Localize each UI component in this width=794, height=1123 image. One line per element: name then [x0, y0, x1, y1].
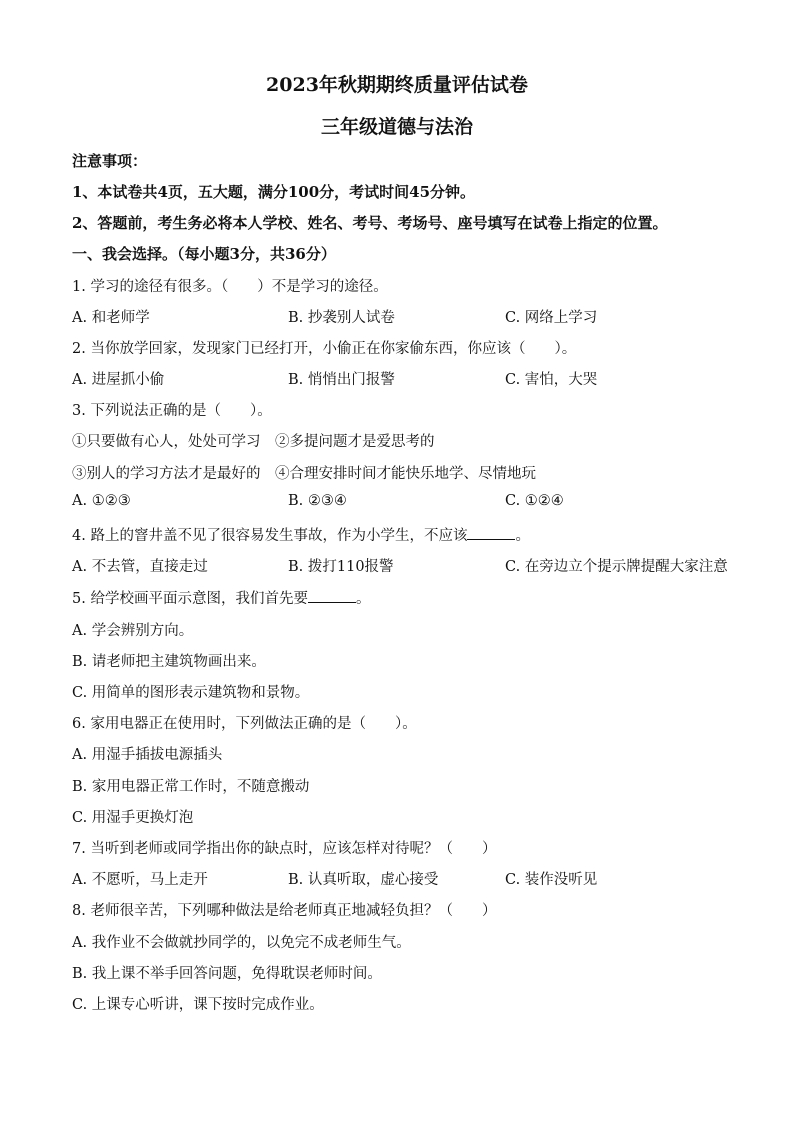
question-8-stem: 8. 老师很辛苦，下列哪种做法是给老师真正地减轻负担？（ ）: [72, 903, 497, 919]
question-8-option-c: C. 上课专心听讲，课下按时完成作业。: [72, 997, 324, 1013]
question-4-stem-end: 。: [515, 528, 530, 544]
question-2-option-a: A. 进屋抓小偷: [72, 372, 165, 388]
question-4-stem-text: 4. 路上的窨井盖不见了很容易发生事故，作为小学生，不应该: [72, 528, 468, 544]
notes-heading: 注意事项：: [72, 152, 148, 170]
question-5-option-a: A. 学会辨别方向。: [72, 623, 194, 639]
answer-blank: [308, 590, 356, 603]
question-8-option-a: A. 我作业不会做就抄同学的，以免完不成老师生气。: [72, 935, 411, 951]
question-7-stem: 7. 当听到老师或同学指出你的缺点时，应该怎样对待呢？（ ）: [72, 841, 497, 857]
question-6-option-b: B. 家用电器正常工作时，不随意搬动: [72, 779, 310, 795]
question-2-stem: 2. 当你放学回家，发现家门已经打开，小偷正在你家偷东西，你应该（ ）。: [72, 341, 577, 357]
question-2-option-c: C. 害怕，大哭: [505, 372, 598, 388]
question-5-option-c: C. 用简单的图形表示建筑物和景物。: [72, 685, 310, 701]
question-6-option-a: A. 用湿手插拔电源插头: [72, 747, 223, 763]
question-4-option-b: B. 拨打110报警: [288, 559, 394, 575]
question-6-option-c: C. 用湿手更换灯泡: [72, 810, 194, 826]
question-5-option-b: B. 请老师把主建筑物画出来。: [72, 654, 266, 670]
question-4-stem: [72, 524, 530, 545]
question-7-option-b: B. 认真听取，虚心接受: [288, 872, 439, 888]
question-5-stem-end: 。: [355, 591, 371, 607]
question-3-option-b: B. ②③④: [288, 493, 347, 509]
question-1-stem: 1. 学习的途径有很多。（ ）不是学习的途径。: [72, 279, 388, 295]
question-3-option-a: A. ①②③: [72, 493, 131, 509]
question-5-stem: [72, 587, 370, 608]
question-1-option-a: A. 和老师学: [72, 310, 150, 326]
question-4-option-a: A. 不去管，直接走过: [72, 559, 208, 575]
question-2-option-b: B. 悄悄出门报警: [288, 372, 395, 388]
exam-title: 2023年秋期期终质量评估试卷: [266, 74, 528, 96]
question-1-option-b: B. 抄袭别人试卷: [288, 310, 395, 326]
question-5-stem-text: 5. 给学校画平面示意图，我们首先要: [72, 591, 308, 607]
question-8-option-b: B. 我上课不举手回答问题，免得耽误老师时间。: [72, 966, 382, 982]
question-1-option-c: C. 网络上学习: [505, 310, 598, 326]
question-6-stem: 6. 家用电器正在使用时，下列做法正确的是（ ）。: [72, 716, 417, 732]
notes-item-2: 2、答题前，考生务必将本人学校、姓名、考号、考场号、座号填写在试卷上指定的位置。: [72, 214, 668, 232]
notes-item-1: 1、本试卷共4页，五大题，满分100分，考试时间45分钟。: [72, 183, 476, 201]
question-7-option-a: A. 不愿听，马上走开: [72, 872, 208, 888]
section-1-heading: 一、我会选择。（每小题3分，共36分）: [72, 245, 336, 263]
question-3-option-c: C. ①②④: [505, 493, 564, 509]
exam-subtitle: 三年级道德与法治: [320, 116, 473, 138]
question-3-stem: 3. 下列说法正确的是（ ）。: [72, 403, 272, 419]
question-7-option-c: C. 装作没听见: [505, 872, 598, 888]
question-3-statement-2: ③别人的学习方法才是最好的 ④合理安排时间才能快乐地学、尽情地玩: [72, 466, 536, 482]
answer-blank: [467, 527, 515, 540]
question-4-option-c: C. 在旁边立个提示牌提醒大家注意: [505, 559, 728, 575]
question-3-statement-1: ①只要做有心人，处处可学习 ②多提问题才是爱思考的: [72, 434, 435, 450]
